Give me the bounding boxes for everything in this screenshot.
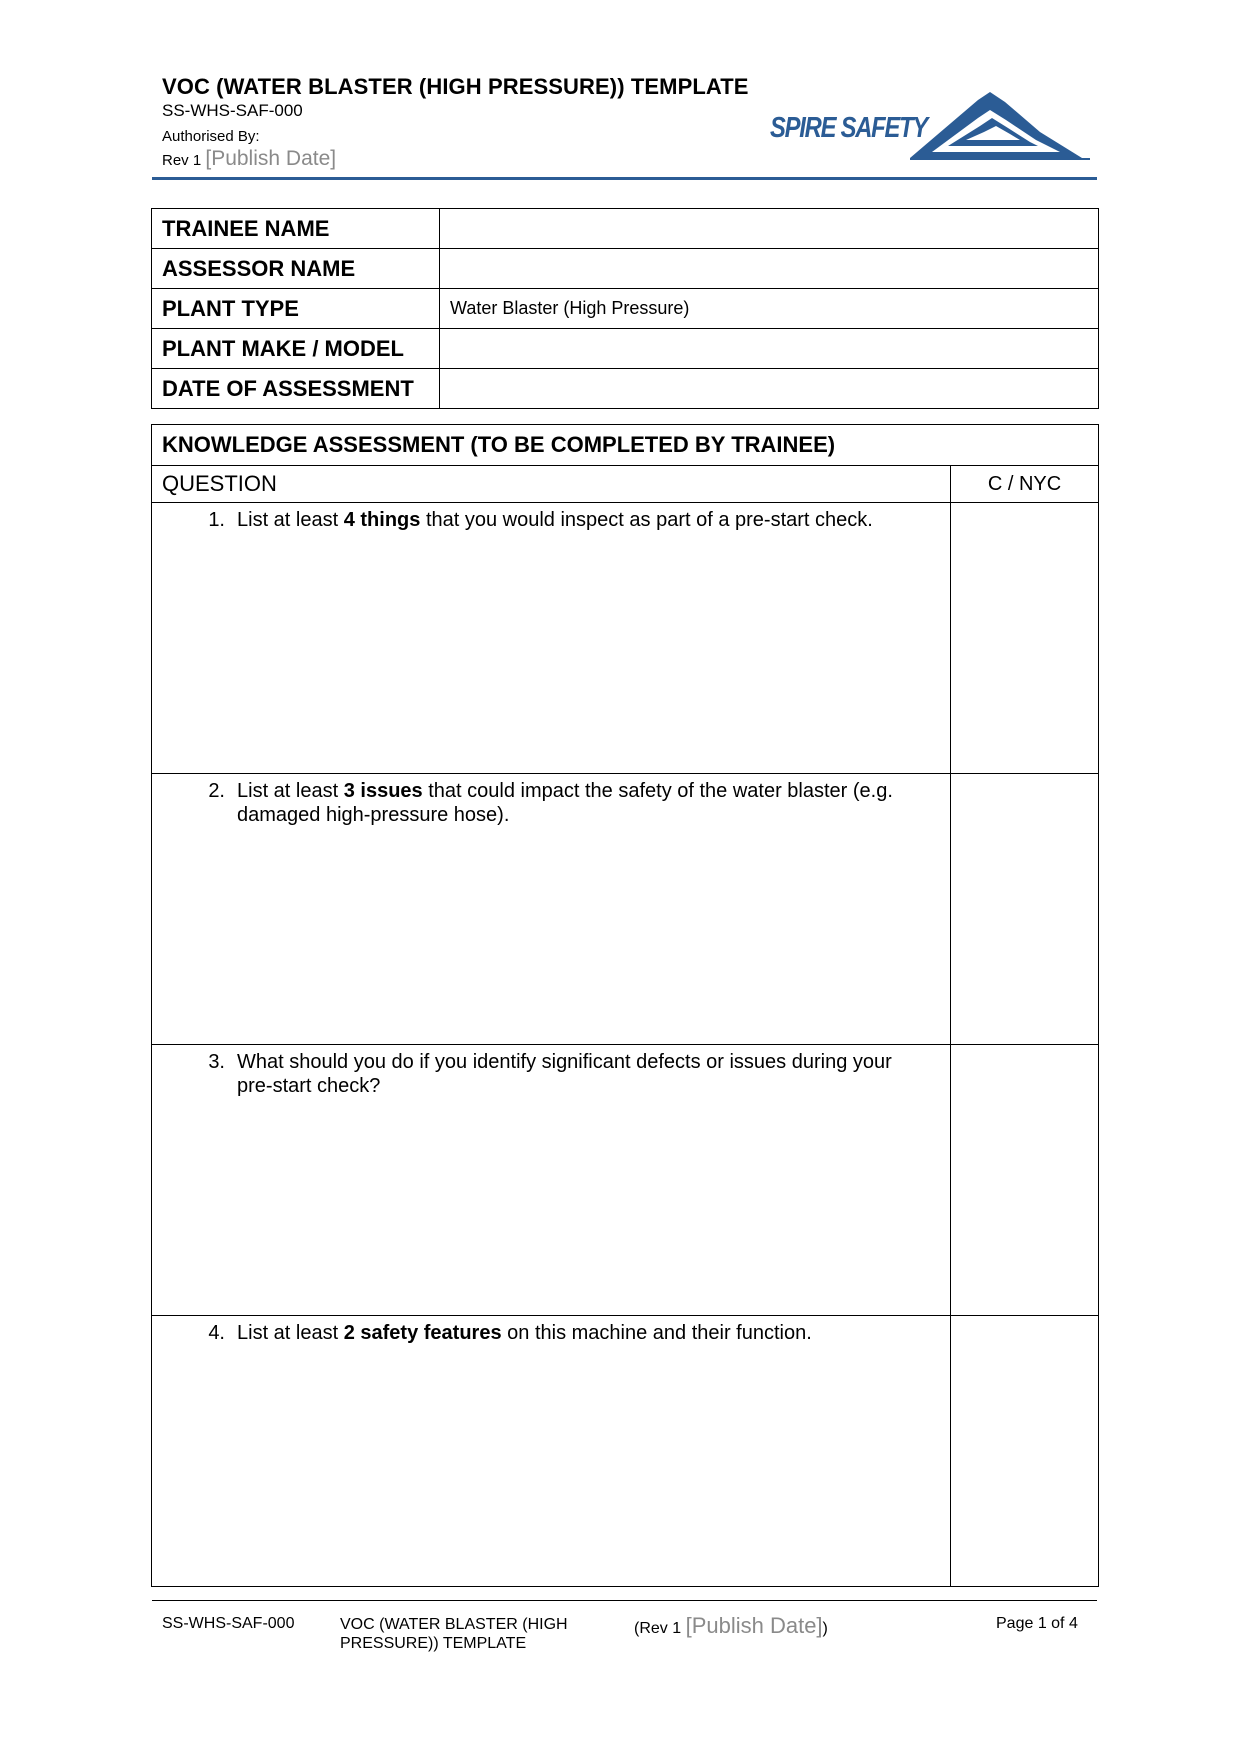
table-row: [152, 329, 1099, 369]
result-cell-4[interactable]: [951, 1316, 1099, 1587]
result-cell-3[interactable]: [951, 1045, 1099, 1316]
table-row: [152, 425, 1099, 466]
footer-revision: (Rev 1 [Publish Date]): [634, 1613, 828, 1638]
result-column-header: C / NYC: [951, 466, 1099, 503]
question-row: [152, 1316, 1099, 1587]
mountain-logo-icon: [910, 88, 1090, 164]
plant-make-model-label: PLANT MAKE / MODEL: [152, 329, 440, 369]
question-number: 1.: [208, 509, 225, 531]
result-cell-2[interactable]: [951, 774, 1099, 1045]
result-cell-1[interactable]: [951, 503, 1099, 774]
header-divider: [152, 177, 1097, 180]
revision-line: [162, 147, 336, 171]
spire-safety-logo: [770, 88, 1090, 164]
trainee-name-label: TRAINEE NAME: [152, 209, 440, 249]
question-text: List at least 2 safety features on this machine and their function.: [237, 1322, 812, 1344]
question-number: 4.: [208, 1322, 225, 1344]
trainee-name-field[interactable]: [440, 209, 1099, 249]
question-1: [152, 503, 950, 532]
page-number: Page 1 of 4: [996, 1615, 1078, 1632]
question-number: 2.: [208, 780, 225, 802]
date-of-assessment-label: DATE OF ASSESSMENT: [152, 369, 440, 409]
plant-type-label: PLANT TYPE: [152, 289, 440, 329]
document-title: VOC (WATER BLASTER (HIGH PRESSURE)) TEMPLATE: [162, 74, 749, 99]
question-column-header: QUESTION: [152, 466, 951, 503]
footer-publish-date-placeholder: [Publish Date]: [685, 1613, 823, 1638]
table-row: [152, 209, 1099, 249]
trainee-info-table: [151, 208, 1099, 409]
plant-make-model-field[interactable]: [440, 329, 1099, 369]
revision-label: Rev 1: [162, 152, 202, 169]
answer-area-3[interactable]: [152, 1045, 951, 1316]
question-text: List at least 3 issues that could impact the safety of the water blaster (e.g. damaged high-pressure hose).: [237, 780, 893, 826]
document-code: SS-WHS-SAF-000: [162, 101, 303, 120]
question-4: [152, 1316, 950, 1345]
table-row: [152, 289, 1099, 329]
table-row: [152, 466, 1099, 503]
knowledge-assessment-table: [151, 424, 1099, 1587]
answer-area-1[interactable]: [152, 503, 951, 774]
question-text: List at least 4 things that you would inspect as part of a pre-start check.: [237, 509, 873, 531]
assessor-name-field[interactable]: [440, 249, 1099, 289]
question-row: [152, 503, 1099, 774]
answer-area-2[interactable]: [152, 774, 951, 1045]
authorised-by-label: Authorised By:: [162, 128, 260, 145]
date-of-assessment-field[interactable]: [440, 369, 1099, 409]
question-2: [152, 774, 950, 827]
answer-area-4[interactable]: [152, 1316, 951, 1587]
question-number: 3.: [208, 1051, 225, 1073]
table-row: [152, 249, 1099, 289]
footer-divider: [152, 1600, 1097, 1601]
question-text: What should you do if you identify significant defects or issues during your pre-start check?: [237, 1051, 892, 1097]
table-row: [152, 369, 1099, 409]
assessor-name-label: ASSESSOR NAME: [152, 249, 440, 289]
publish-date-placeholder: [Publish Date]: [205, 147, 337, 170]
question-row: [152, 774, 1099, 1045]
logo-wordmark: SPIRE SAFETY: [770, 112, 928, 144]
question-row: [152, 1045, 1099, 1316]
knowledge-assessment-heading: KNOWLEDGE ASSESSMENT (TO BE COMPLETED BY TRAINEE): [152, 425, 1099, 466]
plant-type-field[interactable]: Water Blaster (High Pressure): [440, 289, 1099, 329]
footer-title: VOC (WATER BLASTER (HIGH PRESSURE)) TEMPLATE: [340, 1616, 568, 1652]
question-3: [152, 1045, 950, 1098]
footer-doc-code: SS-WHS-SAF-000: [162, 1615, 295, 1632]
